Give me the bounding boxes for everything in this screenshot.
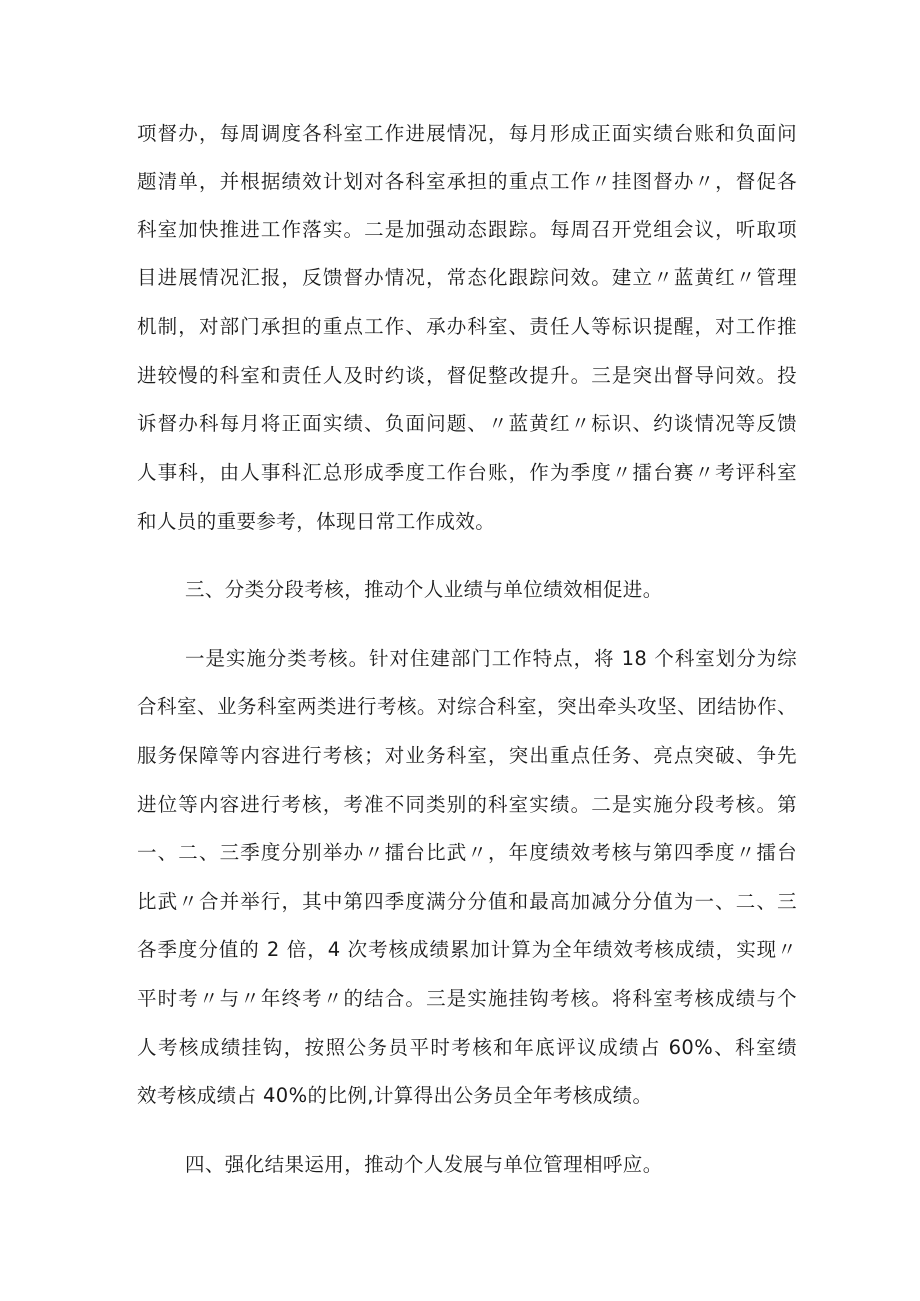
paragraph-2-line-5: 一、二、三季度分别举办〃擂台比武〃，年度绩效考核与第四季度〃擂台 <box>137 841 797 864</box>
paragraph-1-line-3: 科室加快推进工作落实。二是加强动态跟踪。每周召开党组会议，听取项 <box>137 218 797 241</box>
paragraph-2-line-2: 合科室、业务科室两类进行考核。对综合科室，突出牵头攻坚、团结协作、 <box>137 695 797 718</box>
paragraph-1-line-9: 和人员的重要参考，体现日常工作成效。 <box>137 510 496 533</box>
paragraph-1-line-6: 进较慢的科室和责任人及时约谈，督促整改提升。三是突出督导问效。投 <box>137 364 797 387</box>
paragraph-1-line-4: 目进展情况汇报，反馈督办情况，常态化跟踪问效。建立〃蓝黄红〃管理 <box>137 266 797 289</box>
paragraph-2-line-3: 服务保障等内容进行考核；对业务科室，突出重点任务、亮点突破、争先 <box>137 744 797 767</box>
paragraph-1-line-5: 机制，对部门承担的重点工作、承办科室、责任人等标识提醒，对工作推 <box>137 315 797 338</box>
paragraph-2-line-10: 效考核成绩占 40%的比例,计算得出公务员全年考核成绩。 <box>137 1084 653 1107</box>
paragraph-2-line-1: 一是实施分类考核。针对住建部门工作特点，将 18 个科室划分为综 <box>185 647 797 670</box>
paragraph-2-line-9: 人考核成绩挂钩，按照公务员平时考核和年底评议成绩占 60%、科室绩 <box>137 1036 797 1059</box>
paragraph-1-line-1: 项督办，每周调度各科室工作进展情况，每月形成正面实绩台账和负面问 <box>137 122 797 145</box>
paragraph-2-line-6: 比武〃合并举行，其中第四季度满分分值和最高加减分分值为一、二、三 <box>137 890 797 913</box>
section-heading-3: 三、分类分段考核，推动个人业绩与单位绩效相促进。 <box>185 578 663 601</box>
paragraph-2-line-8: 平时考〃与〃年终考〃的结合。三是实施挂钩考核。将科室考核成绩与个 <box>137 987 797 1010</box>
paragraph-1-line-8: 人事科，由人事科汇总形成季度工作台账，作为季度〃擂台赛〃考评科室 <box>137 461 797 484</box>
paragraph-2-line-7: 各季度分值的 2 倍，4 次考核成绩累加计算为全年绩效考核成绩，实现〃 <box>137 938 797 961</box>
paragraph-1-line-2: 题清单，并根据绩效计划对各科室承担的重点工作〃挂图督办〃，督促各 <box>137 170 797 193</box>
section-heading-4: 四、强化结果运用，推动个人发展与单位管理相呼应。 <box>185 1153 663 1176</box>
paragraph-1-line-7: 诉督办科每月将正面实绩、负面问题、〃蓝黄红〃标识、约谈情况等反馈 <box>137 412 797 435</box>
paragraph-2-line-4: 进位等内容进行考核，考准不同类别的科室实绩。二是实施分段考核。第 <box>137 793 797 816</box>
